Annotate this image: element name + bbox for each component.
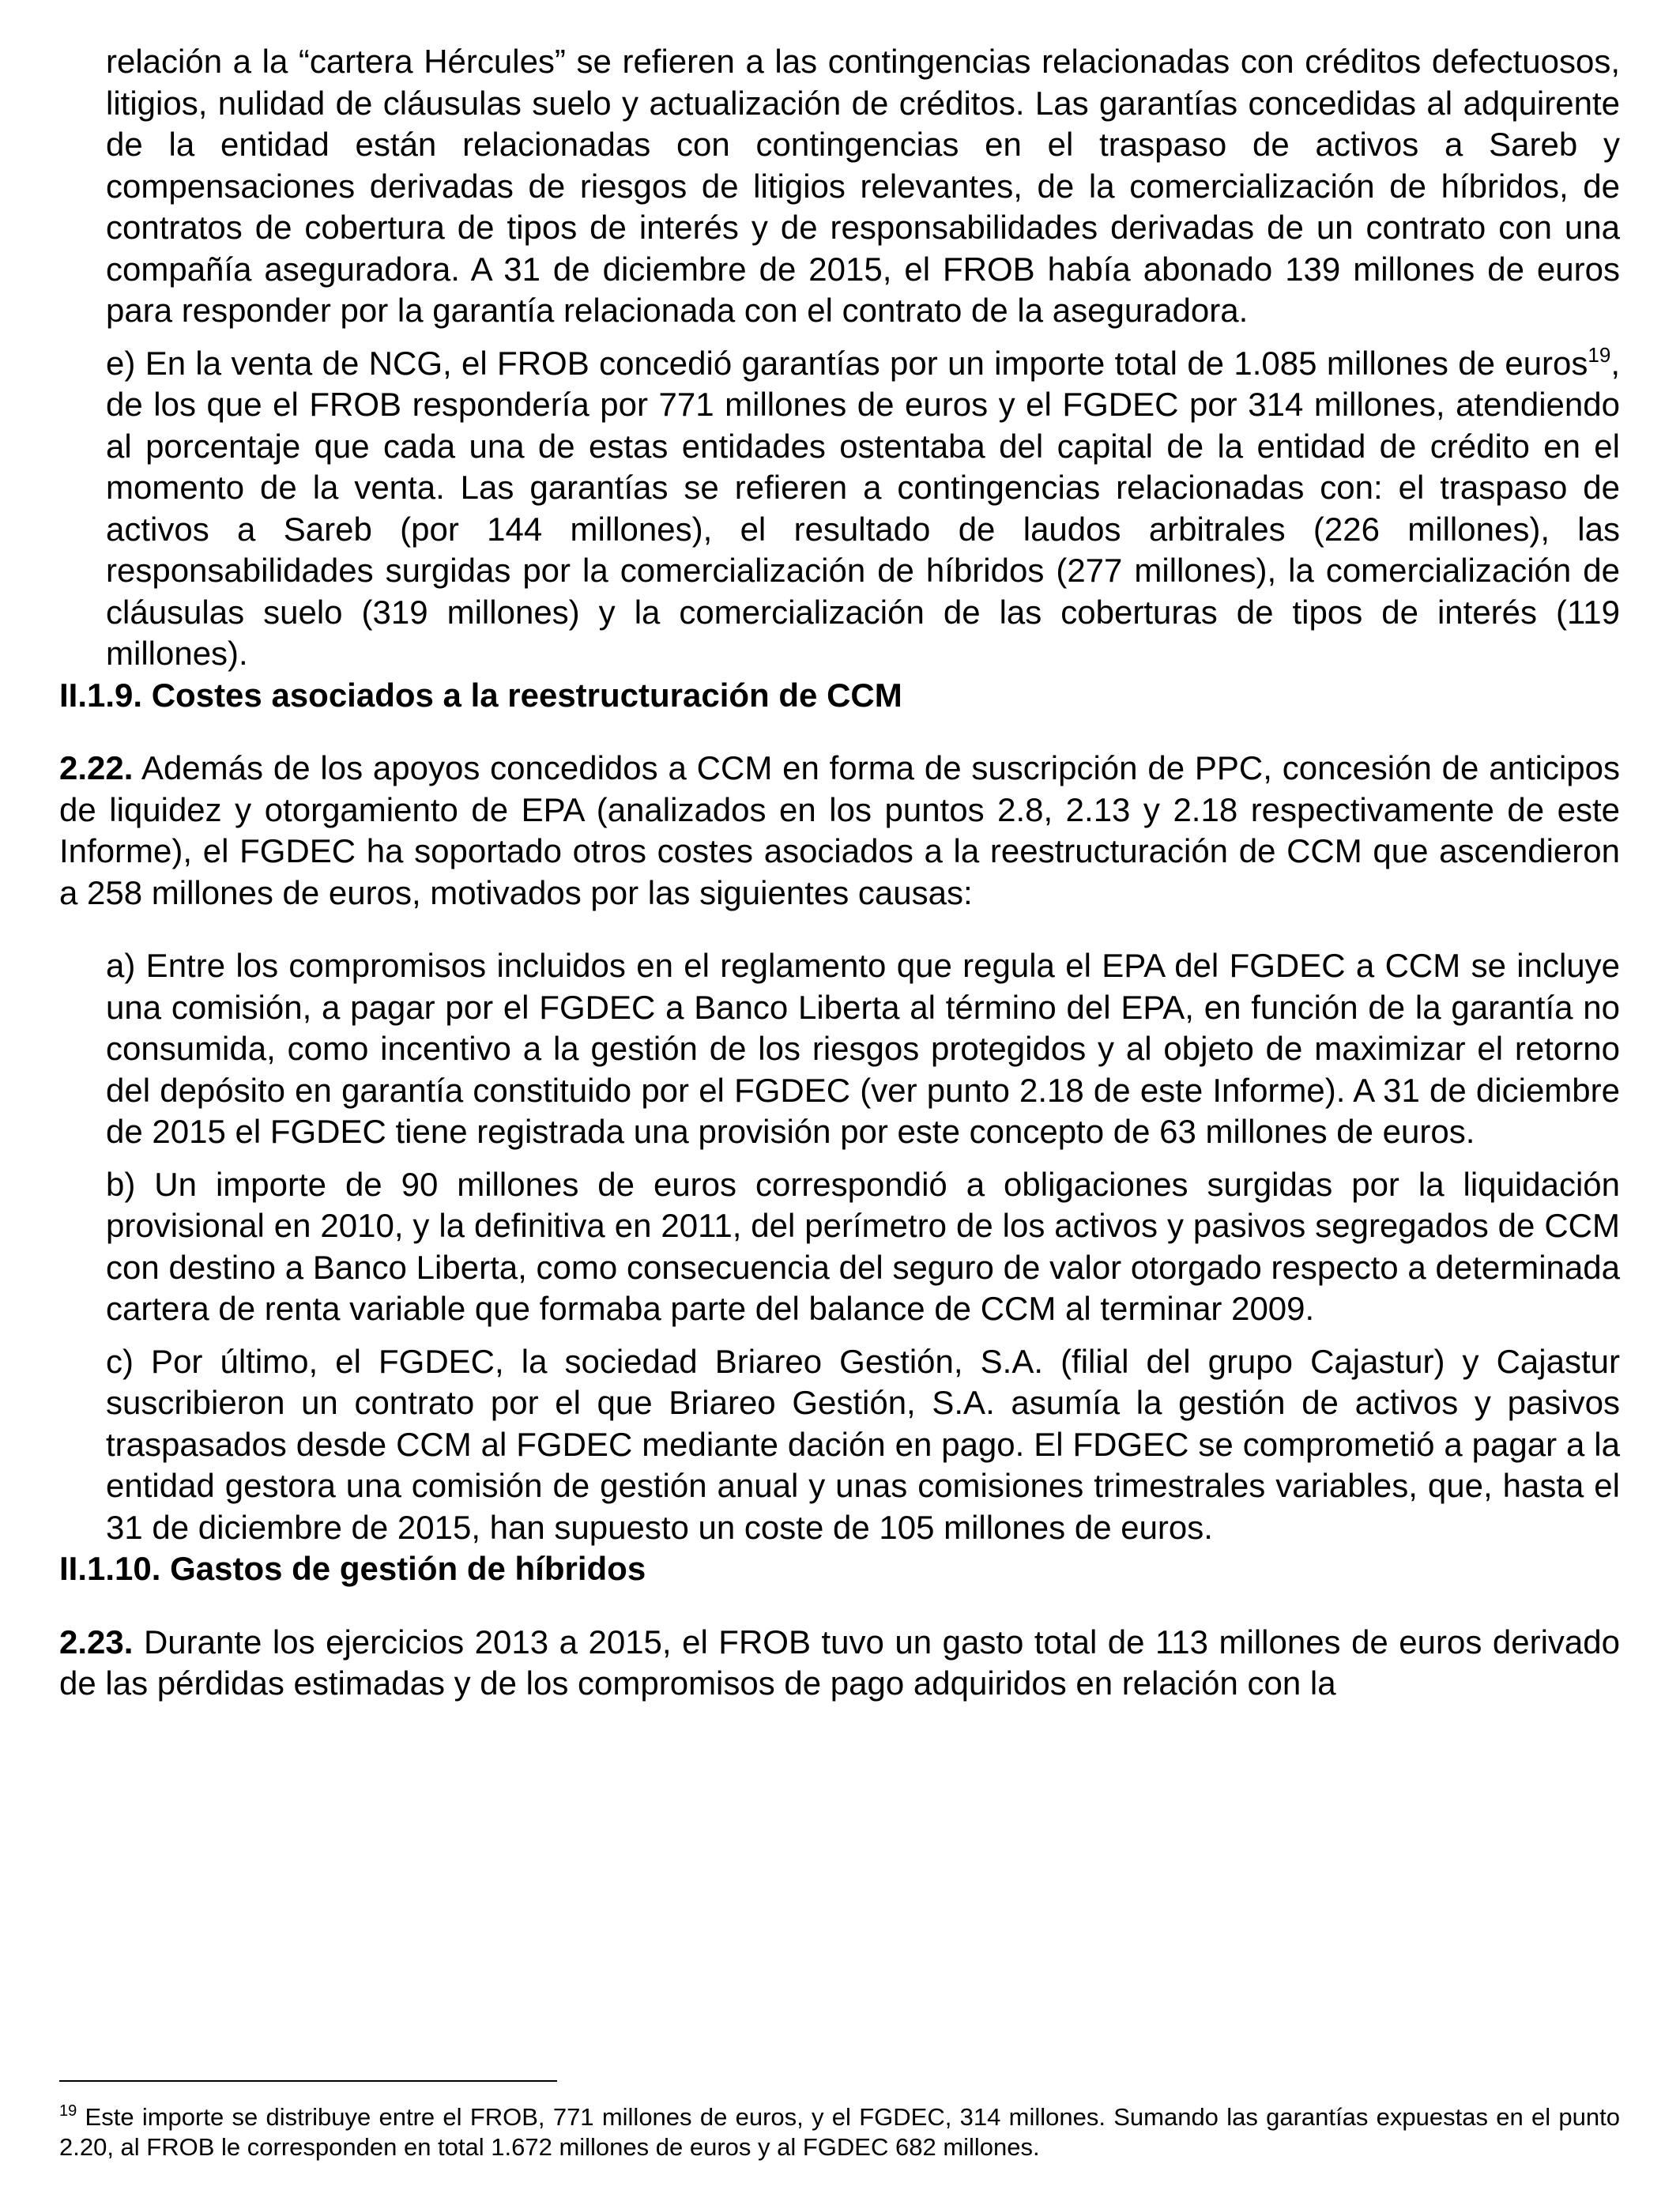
paragraph-number-2-22: 2.22. bbox=[59, 749, 134, 786]
paragraph-hercules-guarantees: relación a la “cartera Hércules” se refieren a las contingencias relacionadas con créditos defectuosos, litigios, nulidad de cláusulas suelo y actualización de créditos. Las garantías concedidas al adquirente de la entidad están relacionadas con contingencias en el traspaso de activos a Sareb y compensaciones derivadas de riesgos de litigios relevantes, de la comercialización de híbridos, de contratos de cobertura de tipos de interés y de responsabilidades derivadas de un contrato con una compañía aseguradora. A 31 de diciembre de 2015, el FROB había abonado 139 millones de euros para responder por la garantía relacionada con el contrato de la aseguradora. bbox=[106, 43, 1620, 329]
document-body bbox=[59, 41, 1620, 1705]
paragraph-number-2-23: 2.23. bbox=[59, 1623, 134, 1661]
footnote-number: 19 bbox=[59, 2102, 77, 2120]
section-heading-hybrids-expenses: II.1.10. Gastos de gestión de híbridos bbox=[59, 1550, 646, 1587]
list-item-c-briareo: c) Por último, el FGDEC, la sociedad Briareo Gestión, S.A. (filial del grupo Cajastur) y Cajastur suscribieron un contrato por el que Briareo Gestión, S.A. asumía la gestión de activos y pasivos traspasados desde CCM al FGDEC mediante dación en pago. El FDGEC se comprometió a pagar a la entidad gestora una comisión de gestión anual y unas comisiones trimestrales variables, que, hasta el 31 de diciembre de 2015, han supuesto un coste de 105 millones de euros. bbox=[106, 1342, 1620, 1546]
paragraph-ncg-sale bbox=[59, 343, 1620, 675]
paragraph-ncg-sale-part2: , de los que el FROB respondería por 771 millones de euros y el FGDEC por 314 millones, atendiendo al porcentaje que cada una de estas entidades ostentaba del capital de la entidad de crédito en el momento de la venta. Las garantías se refieren a contingencias relacionadas con: el traspaso de activos a Sareb (por 144 millones), el resultado de laudos arbitrales (226 millones), las responsabilidades surgidas por la comercialización de híbridos (277 millones), la comercialización de cláusulas suelo (319 millones) y la comercialización de las coberturas de tipos de interés (119 millones). bbox=[106, 344, 1620, 672]
section-heading-ccm-costs: II.1.9. Costes asociados a la reestructuración de CCM bbox=[59, 676, 902, 714]
footnote-separator bbox=[59, 2080, 557, 2082]
paragraph-2-22 bbox=[59, 748, 1620, 914]
paragraph-2-22-text: Además de los apoyos concedidos a CCM en forma de suscripción de PPC, concesión de anticipos de liquidez y otorgamiento de EPA (analizados en los puntos 2.8, 2.13 y 2.18 respectivamente de este Informe), el FGDEC ha soportado otros costes asociados a la reestructuración de CCM que ascendieron a 258 millones de euros, motivados por las siguientes causas: bbox=[59, 749, 1620, 911]
footnote-reference-19[interactable]: 19 bbox=[1588, 342, 1611, 367]
paragraph-ncg-sale-part1: e) En la venta de NCG, el FROB concedió garantías por un importe total de 1.085 millones de euros bbox=[106, 344, 1588, 382]
paragraph-2-23 bbox=[59, 1622, 1620, 1705]
list-item-b-obligations: b) Un importe de 90 millones de euros correspondió a obligaciones surgidas por la liquidación provisional en 2010, y la definitiva en 2011, del perímetro de los activos y pasivos segregados de CCM con destino a Banco Liberta, como consecuencia del seguro de valor otorgado respecto a determinada cartera de renta variable que formaba parte del balance de CCM al terminar 2009. bbox=[106, 1165, 1620, 1327]
paragraph-2-23-text: Durante los ejercicios 2013 a 2015, el FROB tuvo un gasto total de 113 millones de euros derivado de las pérdidas estimadas y de los compromisos de pago adquiridos en relación con la bbox=[59, 1623, 1620, 1702]
list-item-a-commission: a) Entre los compromisos incluidos en el reglamento que regula el EPA del FGDEC a CCM se incluye una comisión, a pagar por el FGDEC a Banco Liberta al término del EPA, en función de la garantía no consumida, como incentivo a la gestión de los riesgos protegidos y al objeto de maximizar el retorno del depósito en garantía constituido por el FGDEC (ver punto 2.18 de este Informe). A 31 de diciembre de 2015 el FGDEC tiene registrada una provisión por este concepto de 63 millones de euros. bbox=[106, 947, 1620, 1150]
footnote-19 bbox=[59, 2102, 1620, 2162]
footnote-text: Este importe se distribuye entre el FROB, 771 millones de euros, y el FGDEC, 314 millones. Sumando las garantías expuestas en el punto 2.20, al FROB le corresponden en total 1.672 millones de euros y al FGDEC 682 millones. bbox=[59, 2103, 1620, 2161]
